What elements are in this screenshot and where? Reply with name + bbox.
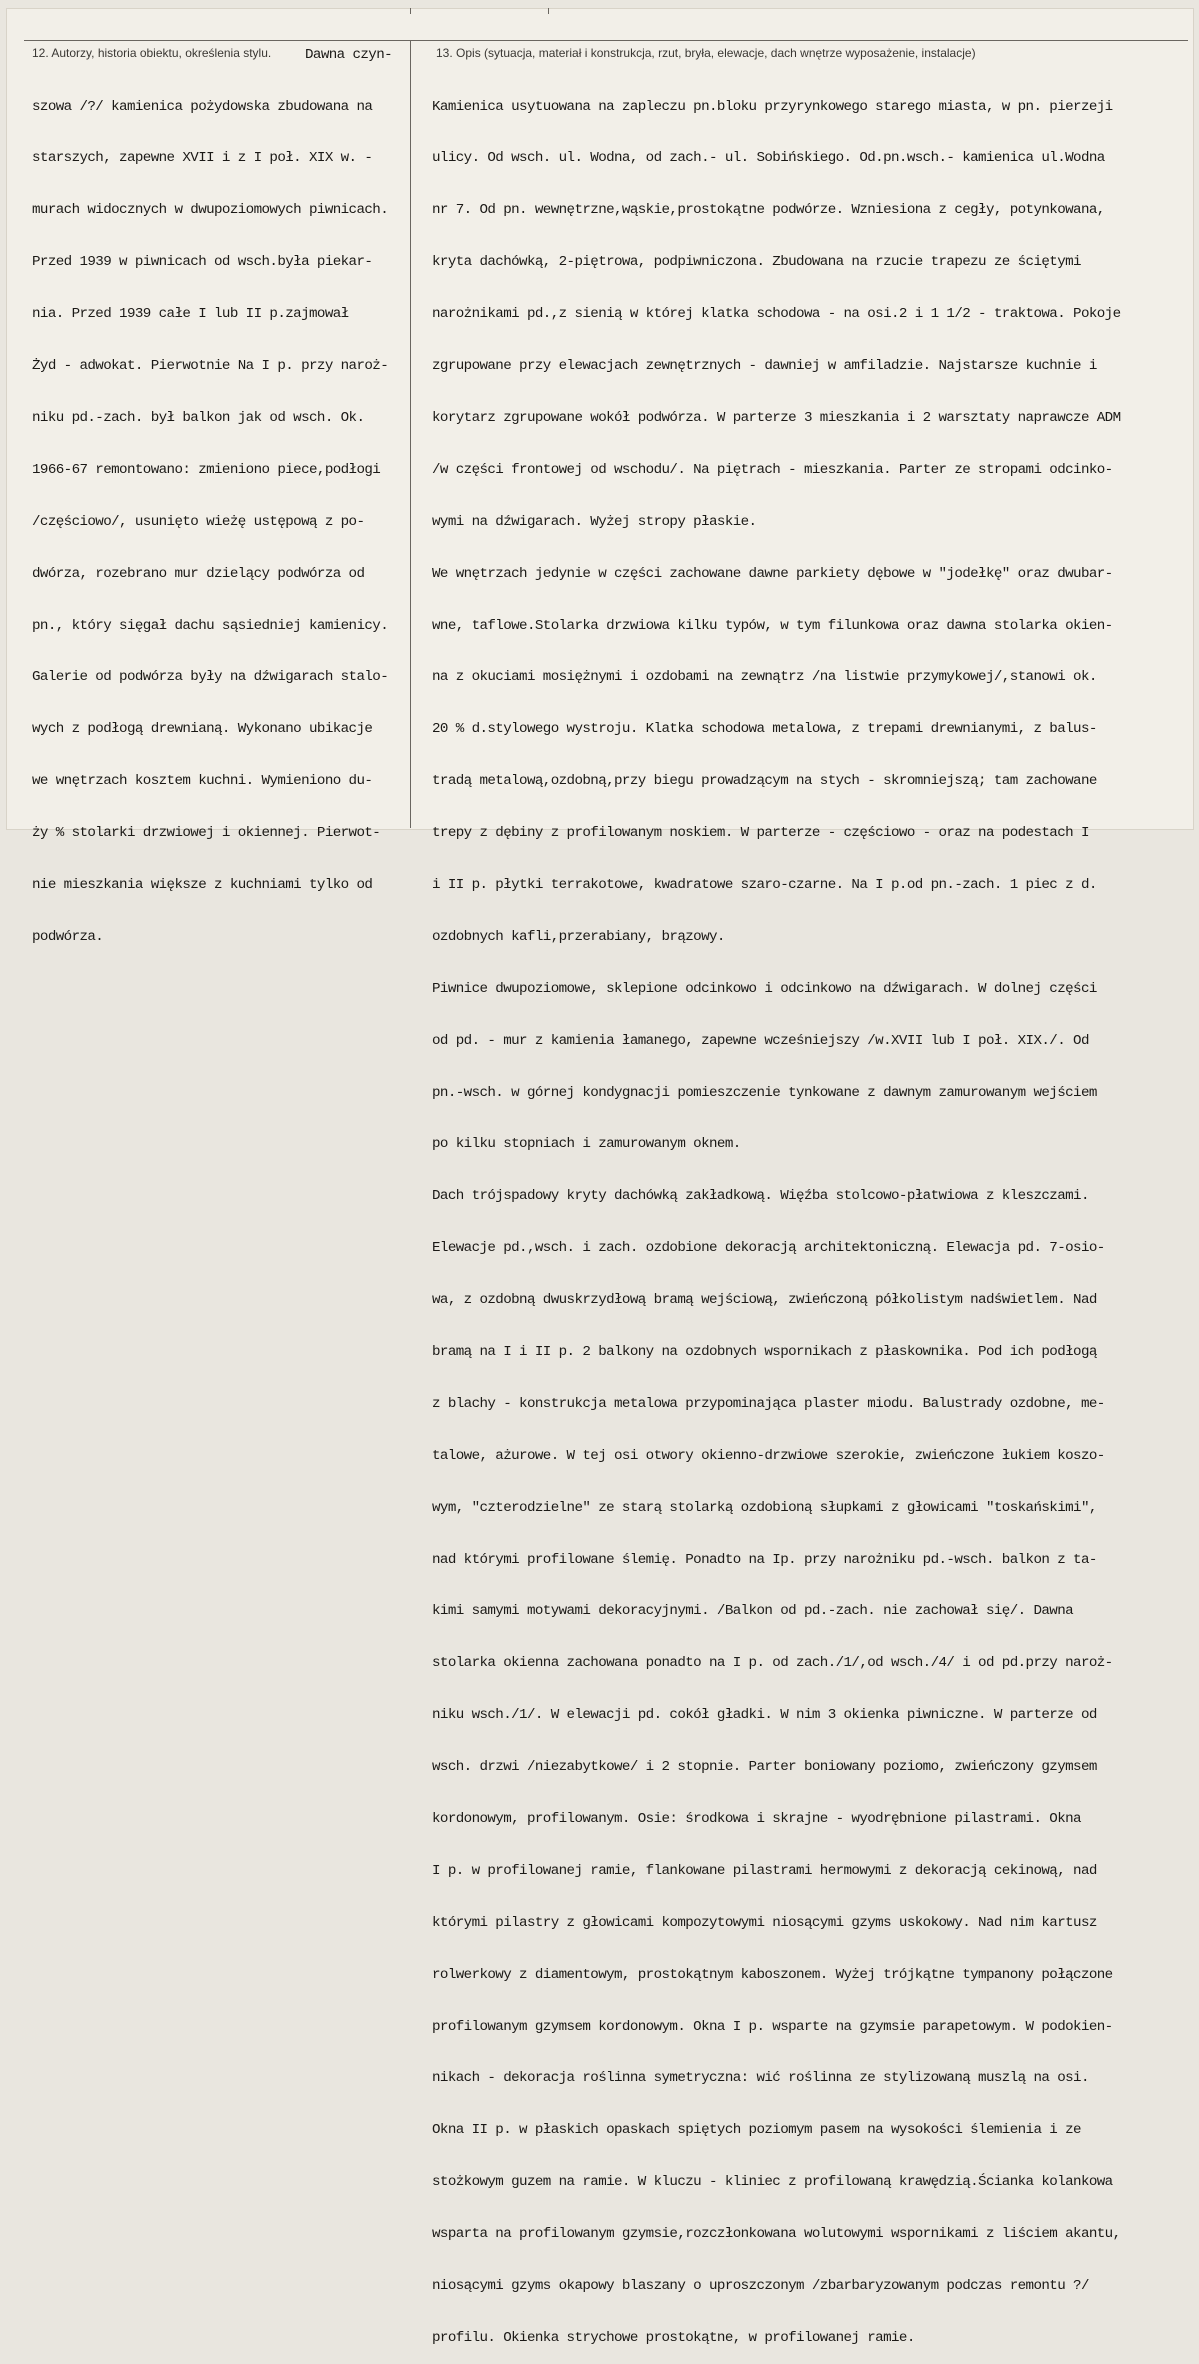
text-line: tradą metalową,ozdobną,przy biegu prowadzącym na stych - skromniejszą; tam zachowane (432, 773, 1097, 790)
text-line: stolarka okienna zachowana ponadto na I p. od zach./1/,od wsch./4/ i od pd.przy naroż- (432, 1655, 1113, 1672)
top-rule (24, 40, 1188, 41)
text-line: 1966-67 remontowano: zmieniono piece,podłogi (32, 461, 381, 478)
text-line: murach widocznych w dwupoziomowych piwnicach. (32, 202, 389, 219)
section-12-body (32, 64, 407, 963)
text-line: ulicy. Od wsch. ul. Wodna, od zach.- ul. Sobińskiego. Od.pn.wsch.- kamienica ul.Wodna (432, 150, 1105, 167)
text-line: z blachy - konstrukcja metalowa przypominająca plaster miodu. Balustrady ozdobne, me- (432, 1395, 1105, 1412)
text-line: niku pd.-zach. był balkon jak od wsch. Ok. (32, 409, 365, 426)
section-12-label: 12. Autorzy, historia obiektu, określenia stylu. (32, 46, 272, 60)
text-line: rolwerkowy z diamentowym, prostokątnym kaboszonem. Wyżej trójkątne tympanony połączone (432, 1966, 1113, 1983)
section-12-first-line: Dawna czyn- (305, 47, 393, 63)
text-line: Przed 1939 w piwnicach od wsch.była piekar- (32, 254, 373, 271)
text-line: Piwnice dwupoziomowe, sklepione odcinkowo i odcinkowo na dźwigarach. W dolnej części (432, 980, 1097, 997)
text-line: niku wsch./1/. W elewacji pd. cokół gładki. W nim 3 okienka piwniczne. W parterze od (432, 1707, 1097, 1724)
section-13-label: 13. Opis (sytuacja, materiał i konstrukcja, rzut, bryła, elewacje, dach wnętrze wyposażenie, instalacje) (436, 46, 976, 60)
text-line: podwórza. (32, 928, 104, 945)
text-line: wsch. drzwi /niezabytkowe/ i 2 stopnie. Parter boniowany poziomo, zwieńczony gzymsem (432, 1759, 1097, 1776)
column-divider (410, 40, 411, 828)
text-line: wne, taflowe.Stolarka drzwiowa kilku typów, w tym filunkowa oraz dawna stolarka okien- (432, 617, 1113, 634)
text-line: I p. w profilowanej ramie, flankowane pilastrami hermowymi z dekoracją cekinową, nad (432, 1862, 1097, 1879)
text-line: wym, "czterodzielne" ze starą stolarką ozdobioną słupkami z głowicami "toskańskimi", (432, 1499, 1097, 1516)
text-line: Kamienica usytuowana na zapleczu pn.bloku przyrynkowego starego miasta, w pn. pierzeji (432, 98, 1113, 115)
text-line: 20 % d.stylowego wystroju. Klatka schodowa metalowa, z trepami drewnianymi, z balus- (432, 721, 1097, 738)
text-line: We wnętrzach jedynie w części zachowane dawne parkiety dębowe w "jodełkę" oraz dwubar- (432, 565, 1113, 582)
text-line: pn., który sięgał dachu sąsiedniej kamienicy. (32, 617, 389, 634)
text-line: ozdobnych kafli,przerabiany, brązowy. (432, 928, 725, 945)
text-line: wsparta na profilowanym gzymsie,rozczłonkowana wolutowymi wspornikami z liściem akantu, (432, 2226, 1121, 2243)
text-line: ży % stolarki drzwiowej i okiennej. Pierwot- (32, 825, 381, 842)
text-line: zgrupowane przy elewacjach zewnętrznych - dawniej w amfiladzie. Najstarsze kuchnie i (432, 358, 1097, 375)
text-line: kimi samymi motywami dekoracyjnymi. /Balkon od pd.-zach. nie zachował się/. Dawna (432, 1603, 1074, 1620)
text-line: Okna II p. w płaskich opaskach spiętych poziomym pasem na wysokości ślemienia i ze (432, 2122, 1081, 2139)
text-line: /w części frontowej od wschodu/. Na piętrach - mieszkania. Parter ze stropami odcinko- (432, 461, 1113, 478)
text-line: stożkowym guzem na ramie. W kluczu - kliniec z profilowaną krawędzią.Ścianka kolankowa (432, 2174, 1113, 2191)
text-line: talowe, ażurowe. W tej osi otwory okienno-drzwiowe szerokie, zwieńczone łukiem koszo- (432, 1447, 1105, 1464)
text-line: i II p. płytki terrakotowe, kwadratowe szaro-czarne. Na I p.od pn.-zach. 1 piec z d. (432, 876, 1097, 893)
text-line: Galerie od podwórza były na dźwigarach stalo- (32, 669, 389, 686)
text-line: po kilku stopniach i zamurowanym oknem. (432, 1136, 741, 1153)
text-line: narożnikami pd.,z sienią w której klatka schodowa - na osi.2 i 1 1/2 - traktowa. Pokoje (432, 306, 1121, 323)
text-line: nia. Przed 1939 całe I lub II p.zajmował (32, 306, 349, 323)
section-13-body (432, 64, 1192, 2364)
text-line: nie mieszkania większe z kuchniami tylko od (32, 876, 373, 893)
text-line: dwórza, rozebrano mur dzielący podwórza od (32, 565, 365, 582)
text-line: nikach - dekoracja roślinna symetryczna: wić roślinna ze stylizowaną muszlą na osi. (432, 2070, 1089, 2087)
text-line: Żyd - adwokat. Pierwotnie Na I p. przy naroż- (32, 358, 389, 375)
text-line: niosącymi gzyms okapowy blaszany o uproszczonym /zbarbaryzowanym podczas remontu ?/ (432, 2278, 1089, 2294)
text-line: nad którymi profilowane ślemię. Ponadto na Ip. przy narożniku pd.-wsch. balkon z ta- (432, 1551, 1097, 1568)
text-line: kordonowym, profilowanym. Osie: środkowa i skrajne - wyodrębnione pilastrami. Okna (432, 1810, 1081, 1827)
text-line: Dach trójspadowy kryty dachówką zakładkową. Więźba stolcowo-płatwiowa z kleszczami. (432, 1188, 1089, 1205)
text-line: kryta dachówką, 2-piętrowa, podpiwniczona. Zbudowana na rzucie trapezu ze ściętymi (432, 254, 1081, 271)
text-line: bramą na I i II p. 2 balkony na ozdobnych wspornikach z płaskownika. Pod ich podłogą (432, 1343, 1097, 1360)
text-line: trepy z dębiny z profilowanym noskiem. W parterze - częściowo - oraz na podestach I (432, 825, 1089, 842)
text-line: na z okuciami mosiężnymi i ozdobami na zewnątrz /na listwie przymykowej/,stanowi ok. (432, 669, 1097, 686)
top-tick-mid (548, 8, 549, 14)
text-line: wych z podłogą drewnianą. Wykonano ubikacje (32, 721, 373, 738)
text-line: od pd. - mur z kamienia łamanego, zapewne wcześniejszy /w.XVII lub I poł. XIX./. Od (432, 1032, 1089, 1049)
text-line: Elewacje pd.,wsch. i zach. ozdobione dekoracją architektoniczną. Elewacja pd. 7-osio- (432, 1240, 1105, 1257)
text-line: szowa /?/ kamienica pożydowska zbudowana na (32, 98, 373, 115)
text-line: we wnętrzach kosztem kuchni. Wymieniono du- (32, 773, 373, 790)
top-tick-left (410, 8, 411, 14)
text-line: którymi pilastry z głowicami kompozytowymi niosącymi gzyms uskokowy. Nad nim kartusz (432, 1914, 1097, 1931)
text-line: wymi na dźwigarach. Wyżej stropy płaskie. (432, 513, 757, 530)
text-line: profilu. Okienka strychowe prostokątne, w profilowanej ramie. (432, 2329, 915, 2346)
text-line: wa, z ozdobną dwuskrzydłową bramą wejściową, zwieńczoną półkolistym nadświetlem. Nad (432, 1292, 1097, 1309)
text-line: /częściowo/, usunięto wieżę ustępową z po- (32, 513, 365, 530)
text-line: korytarz zgrupowane wokół podwórza. W parterze 3 mieszkania i 2 warsztaty naprawcze ADM (432, 409, 1121, 426)
text-line: nr 7. Od pn. wewnętrzne,wąskie,prostokątne podwórze. Wzniesiona z cegły, potynkowana, (432, 202, 1105, 219)
text-line: profilowanym gzymsem kordonowym. Okna I p. wsparte na gzymsie parapetowym. W podokien- (432, 2018, 1113, 2035)
text-line: pn.-wsch. w górnej kondygnacji pomieszczenie tynkowane z dawnym zamurowanym wejściem (432, 1084, 1097, 1101)
text-line: starszych, zapewne XVII i z I poł. XIX w. - (32, 150, 373, 167)
